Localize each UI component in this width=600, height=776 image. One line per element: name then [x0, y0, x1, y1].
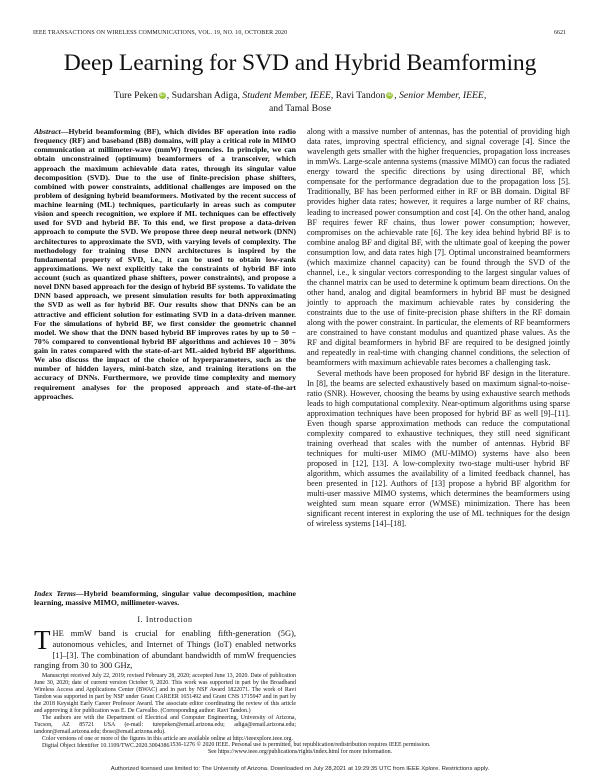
paragraph: Several methods have been proposed for hybrid BF design in the literature. In [8], the beams are selected exhaustively based on maximum signal-to-noise-ratio (SNR). However, choosing the beams by using exhaustive search methods leads to high computational complexity. Near-optimum algorithms using sparse approximation techniques have been proposed for hybrid BF as well [9]–[11]. Even though sparse approximation methods can reduce the computational complexity compared to exhaustive techniques, they still need significant training overhead that scales with the number of antennas. Hybrid BF techniques for multi-user MIMO (MU-MIMO) systems have also been proposed in [12], [13]. A low-complexity two-stage multi-user hybrid BF algorithm, which assumes the availability of a limited feedback channel, has been presented in [12]. Authors of [13] propose a hybrid BF algorithm for multi-user massive MIMO systems, which determines the beamformers using weighted sum mean square error (WMSE) minimization. There has been significant recent interest in exploring the use of ML techniques for the design of wireless systems [14]–[18]. — [307, 368, 570, 529]
orcid-icon[interactable]: iD — [387, 92, 393, 98]
copyright-link-line[interactable]: See https://www.ieee.org/publications/rights/index.html for more information. — [207, 749, 393, 756]
author-role: Student Member, IEEE — [242, 90, 331, 101]
index-terms-text: —Hybrid beamforming, singular value decomposition, machine learning, massive MIMO, millimeter-waves. — [34, 589, 296, 608]
intro-text: HE mmW band is crucial for enabling fifth-generation (5G), autonomous vehicles, and Internet of Things (IoT) enabled networks [1]–[3]. The combination of abundant bandwidth of mmW frequencies ranging from 30 to 300 GHz, — [34, 628, 296, 671]
license-banner: Authorized licensed use limited to: The University of Arizona. Downloaded on July 28,2021 at 19:29:35 UTC from IEEE Xplore. Restrictions apply. — [110, 766, 490, 772]
paper-title: Deep Learning for SVD and Hybrid Beamforming — [63, 50, 537, 76]
orcid-icon[interactable]: iD — [159, 92, 165, 98]
author-separator: , Sudarshan Adiga, — [166, 90, 243, 101]
author-role: Senior Member, IEEE — [399, 90, 484, 101]
index-terms — [34, 589, 296, 607]
footnote-manuscript: Manuscript received July 22, 2019; revised February 28, 2020; accepted June 13, 2020. Date of publication June 30, 2020; date of current version October 9, 2020. This work was supported in part by the Broadband Wireless Access and Applications Center (BWAC) and in part by NSF Award 1822071. The work of Ravi Tandon was supported in part by NSF under Grant CAREER 1651492 and Grant CNS 1715947 and in part by the 2018 Keysight Early Career Professor Award. The associate editor coordinating the review of this article and approving it for publication was E. De Carvalho. (Corresponding author: Ravi Tandon.) — [34, 673, 296, 714]
drop-cap: T — [34, 625, 51, 655]
author-line-2: and Tamal Bose — [268, 102, 332, 114]
abstract-label: Abstract — [34, 127, 61, 136]
footnote-affiliation: The authors are with the Department of Electrical and Computer Engineering, University of Arizona, Tucson, AZ 85721 USA (e-mail: turepeken@email.arizona.edu; adiga@email.arizona.edu; tandonr@email.arizona.edu; tbose@email.arizona.edu). — [34, 714, 296, 735]
author-separator: , Ravi Tandon — [330, 90, 386, 101]
right-column — [307, 127, 570, 530]
page-number: 6621 — [554, 30, 566, 36]
author-list — [60, 90, 540, 116]
abstract — [34, 127, 296, 401]
footnote-color: Color versions of one or more of the figures in this article are available online at http://ieeexplore.ieee.org. — [42, 735, 293, 742]
author-separator: , — [394, 90, 400, 101]
running-header: IEEE TRANSACTIONS ON WIRELESS COMMUNICATIONS, VOL. 19, NO. 10, OCTOBER 2020 — [33, 30, 288, 36]
author-separator: , — [483, 90, 487, 101]
index-terms-label: Index Terms — [34, 589, 76, 598]
paragraph: along with a massive number of antennas, has the potential of providing high data rates, improving spectral efficiency, and signal coverage [4]. Since the wavelength gets smaller with the higher frequencies, propagation loss increases in mmWs. Large-scale antenna systems (massive MIMO) can focus the radiated energy toward the specific directions by using directional BF, which compensate for the performance degradation due to the propagation loss [5]. Traditionally, BF has been performed either in RF or BB domain. Digital BF provides higher data rates; however, it requires a large number of RF chains, leading to increased power consumption and cost [4]. On the other hand, analog BF requires fewer RF chains, thus lower power consumption; however, compromises on the achievable rate [6]. The key idea behind hybrid BF is to combine analog BF and digital BF, with the ultimate goal of keeping the power consumption low, and data rates high [7]. Optimal unconstrained beamformers (which maximize channel capacity) can be found through the SVD of the channel, i.e., k singular vectors corresponding to the largest singular values of the channel matrix can be used to determine k optimum beam directions. On the other hand, analog and digital beamformers in hybrid BF must be designed jointly to approach the maximum achievable rates by considering the constraints due to the use of finite-precision phase shifters in the RF domain along with the power constraint. In particular, the elements of RF beamformers are constrained to have constant modulus and quantized phase values. As the RF and digital beamformers in hybrid BF are required to be designed jointly and repeatedly in real-time with changing channel conditions, the selection of beamformers with maximum achievable rates becomes a challenging task. — [307, 127, 570, 368]
section-heading: I. Introduction — [137, 615, 193, 624]
footnotes — [34, 673, 296, 749]
author-name: Ture Peken — [113, 90, 158, 101]
abstract-text: —Hybrid beamforming (BF), which divides BF operation into radio frequency (RF) and baseband (BB) domains, will play a critical role in MIMO communication at millimeter-wave (mmW) frequencies. In principle, we can obtain unconstrained (optimum) beamformers of a transceiver, which approach the maximum achievable data rates, through its singular value decomposition (SVD). Due to the use of finite-precision phase shifters, combined with power constraints, additional challenges are imposed on the problem of designing hybrid beamformers. Motivated by the recent success of machine learning (ML) techniques, particularly in areas such as computer vision and speech recognition, we explore if ML techniques can be effectively used for SVD and hybrid BF. To this end, we first propose a data-driven approach to compute the SVD. We propose three deep neural network (DNN) architectures to approximate the SVD, with varying levels of complexity. The methodology for training these DNN architectures is inspired by the fundamental property of SVD, i.e., it can be used to obtain low-rank approximations. We next explicitly take the constraints of hybrid BF into account (such as quantized phase shifters, power constraints), and propose a novel DNN based approach for the design of hybrid BF systems. To validate the DNN based approach, we present simulation results for both approximating the SVD as well as for hybrid BF. Our results show that DNNs can be an attractive and efficient solution for estimating SVD in a data-driven manner. For the simulations of hybrid BF, we first consider the geometric channel model. We show that the DNN based hybrid BF improves rates by up to 50 − 70% compared to conventional hybrid BF algorithms and achieves 10 − 30% gain in rates compared with the state-of-art ML-aided hybrid BF algorithms. We also discuss the impact of the choice of hyperparameters, such as the number of hidden layers, mini-batch size, and training iterations on the accuracy of DNNs. Furthermore, we provide time complexity and memory requirement analyses for the proposed approach and state-of-the-art approaches. — [34, 127, 296, 401]
copyright-line: 1536-1276 © 2020 IEEE. Personal use is permitted, but republication/redistribution requires IEEE permission. — [169, 742, 431, 748]
copyright-notice — [0, 742, 600, 757]
intro-paragraph — [34, 625, 296, 671]
footnote-doi: Digital Object Identifier 10.1109/TWC.2020.3004386 — [42, 742, 170, 749]
